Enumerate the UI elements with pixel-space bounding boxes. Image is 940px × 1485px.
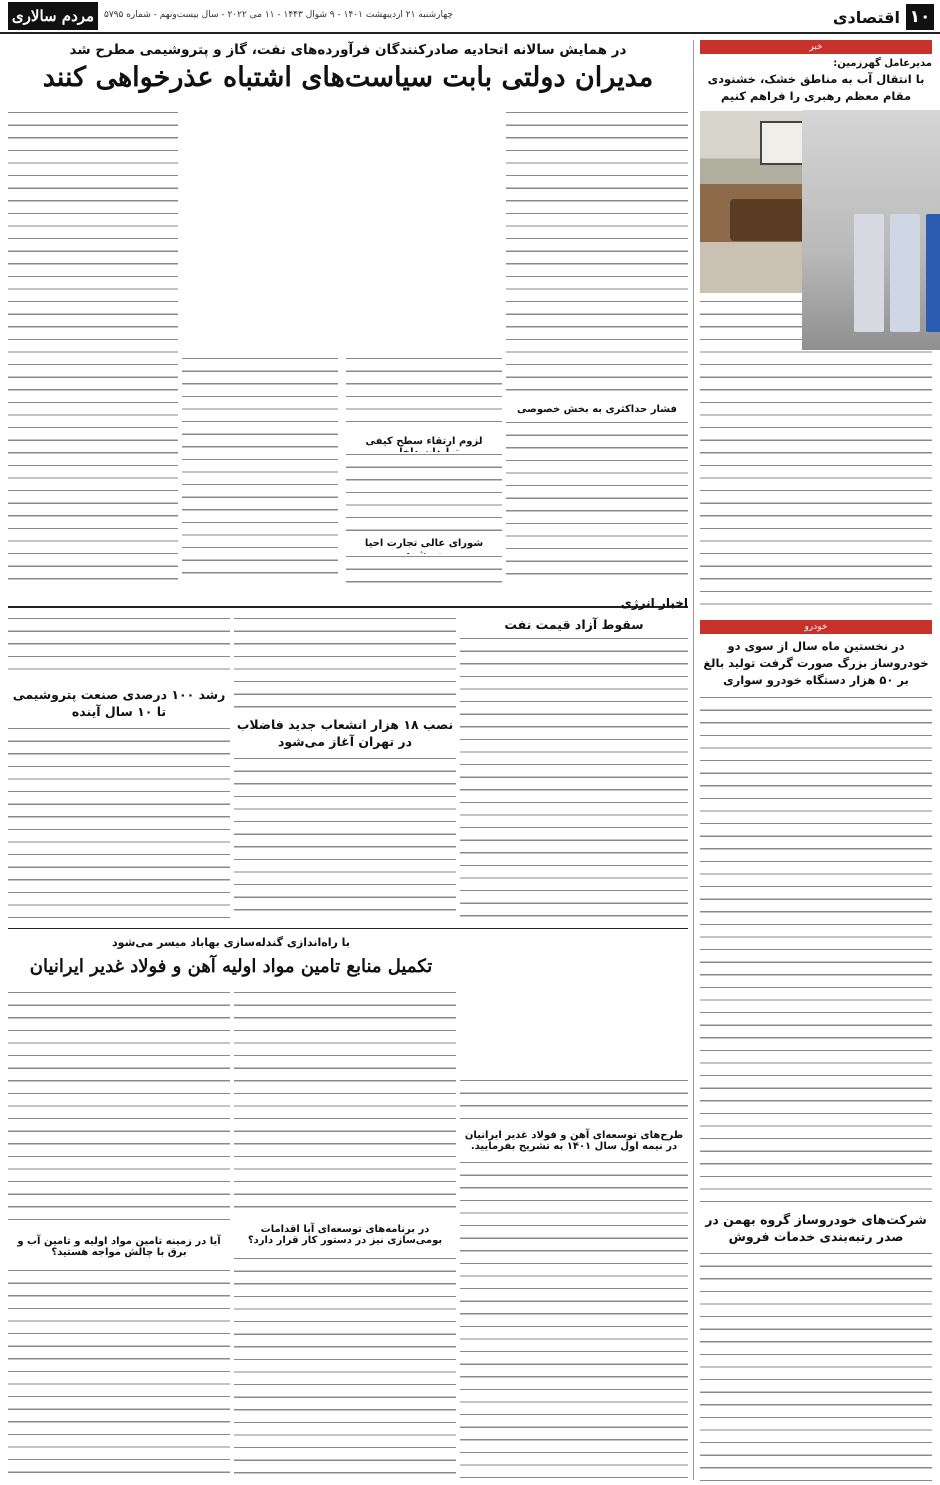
car-headline: در نخستین ماه سال از سوی دو خودروساز بزرگ صورت گرفت تولید بالغ بر ۵۰ هزار دستگاه خودرو سواری [703,639,929,687]
main-kicker: در همایش سالانه اتحادیه صادرکنندگان فرآورده‌های نفت، گاز و پتروشیمی مطرح شد [69,42,627,58]
ghadir-col-mid-bottom [234,1256,456,1478]
car-article-body [700,695,932,1205]
main-article-col-4b [346,452,502,534]
ghadir-col-left-bottom [8,1268,230,1478]
subhead-quality: لزوم ارتقاء سطح کیفی [365,436,483,447]
oil-headline: سقوط آزاد قیمت نفت [504,617,644,632]
petrochem-article-body [8,726,230,922]
petrochem-headline: رشد ۱۰۰ درصدی صنعت پتروشیمی تا ۱۰ سال آینده [12,687,226,719]
bahman-headline: شرکت‌های خودروساز گروه بهمن در صدر رتبه‌بندی خدمات فروش [705,1212,927,1244]
main-headline: مدیران دولتی بابت سیاست‌های اشتباه عذرخواهی کنند [42,62,654,93]
oil-article-body [460,636,688,922]
auto-tag: خودرو [700,620,932,634]
ghadir-question-3: آیا در زمینه تامین مواد اولیه و تامین آب و برق با چالش مواجه هستید؟ [17,1236,221,1258]
ghadir-answer-1-body [460,1160,688,1478]
sewage-article-body [234,756,456,922]
column-divider [693,40,694,1480]
section-name: اقتصادی [832,8,900,27]
main-article-col-3 [182,356,338,585]
page-number: ۱۰ [906,4,934,30]
main-article-col-right-2 [506,420,688,585]
ghadir-col-left-top [8,990,230,1230]
energy-section-bar [8,592,688,608]
main-article-col-4a [346,356,502,432]
main-article-col-4c [346,554,502,585]
energy-article-col-left-top [8,616,230,680]
energy-article-col-mid-top [234,616,456,710]
newspaper-logo: مردم سالاری [8,2,98,30]
news-tag: خبر [700,40,932,54]
ghadir-col-mid-top [234,990,456,1218]
bahman-article-body [700,1251,932,1485]
ghadir-intro-body [460,1078,688,1126]
subhead-pressure: فشار حداکثری به بخش خصوصی [517,404,677,415]
conference-photo [802,110,940,350]
sewage-headline: نصب ۱۸ هزار انشعاب جدید فاضلاب در تهران آغاز می‌شود [236,717,454,749]
energy-section-title: اخبار انرژی [620,596,688,610]
subhead-council: شورای عالی تجارت احیا [364,538,484,549]
water-headline: با انتقال آب به مناطق خشک، خشنودی مقام معظم رهبری را فراهم کنیم [707,72,925,103]
dateline: چهارشنبه ۲۱ اردیبهشت ۱۴۰۱ - ۹ شوال ۱۴۴۳ - ۱۱ می ۲۰۲۲ - سال بیست‌ونهم - شماره ۵۷۹۵ [104,10,453,20]
ghadir-kicker: با راه‌اندازی گندله‌سازی بهاباد میسر می‌شود [112,936,350,949]
main-article-col-left [8,110,178,585]
main-article-col-right [506,110,688,400]
water-kicker: مدیرعامل گهرزمین: [833,58,932,69]
ghadir-headline: تکمیل منابع تامین مواد اولیه آهن و فولاد غدیر ایرانیان [29,956,433,977]
ghadir-question-2: در برنامه‌های توسعه‌ای آیا اقدامات بومی‌سازی نیز در دستور کار قرار دارد؟ [247,1224,443,1246]
section-rule [8,928,688,929]
ghadir-question-1: طرح‌های توسعه‌ای آهن و فولاد غدیر ایرانیان در نیمه اول سال ۱۴۰۱ به تشریح بفرمایید. [464,1130,684,1152]
page-header [0,0,940,34]
